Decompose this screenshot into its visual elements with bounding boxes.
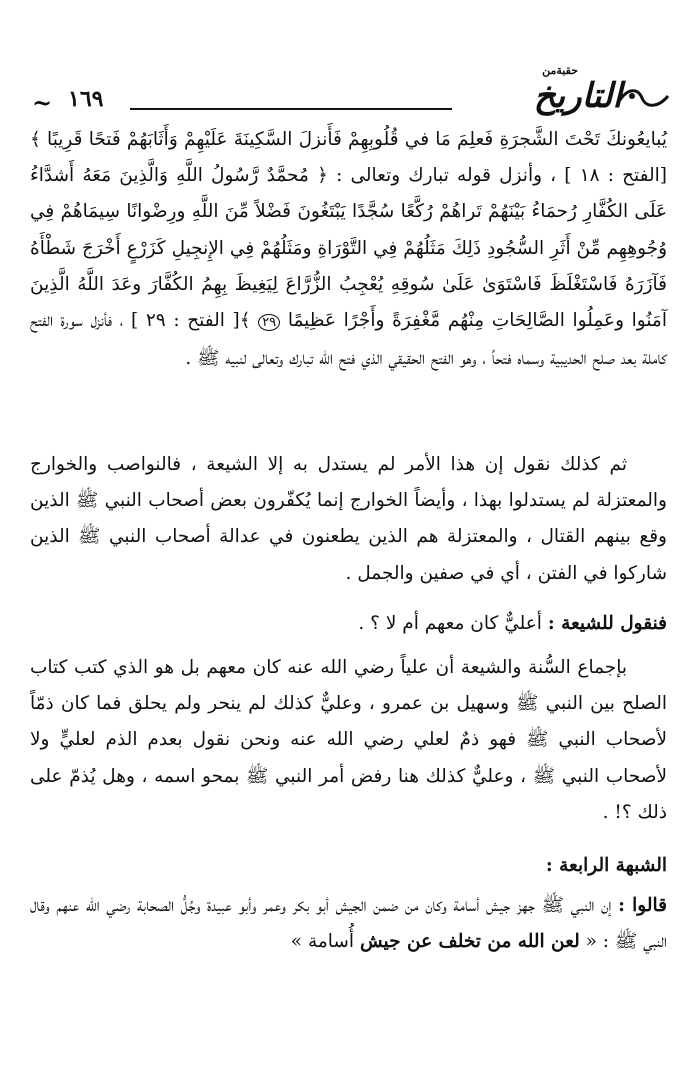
book-logo	[455, 62, 670, 118]
page-number: ١٦٩	[68, 86, 104, 112]
question-text: أعليٌّ كان معهم أم لا ؟ .	[358, 613, 542, 634]
paragraph-answer: بإجماع السُّنة والشيعة أن علياً رضي الله عنه كان معهم بل هو الذي كتب كتاب الصلح بين النبي ﷺ وسهيل بن عمرو ، وعليٌّ كذلك لم ينحر ولم يحلق فما كان ذمّاً لأصحاب النبي ﷺ فهو ذمٌ لعلي رضي الله عنه ونحن نقول بعدم الذم لعليٍّ ولا لأصحاب النبي ﷺ ، وعليٌّ كذلك هنا رفض أمر النبي ﷺ بمحو اسمه ، وهل يُذمّ على ذلك ؟! .	[30, 657, 667, 823]
verse-text: يُبايعُونكَ تَحْتَ الشَّجرَةِ فَعلِمَ مَا في قُلُوبِهِمْ فَأَنزلَ السَّكِينَةَ عَلَيْهِمْ وَأَثَابَهُمْ فَتحًا قَرِيبًا ﴾ [الفتح : ١٨ ] ، وأنزل قوله تبارك وتعالى : ﴿ مُحمَّدٌ رَّسُولُ اللَّهِ وَالَّذِينَ مَعَهُ أَشدَّاءُ عَلَى الكُفَّارِ رُحمَاءُ بَيْنَهُمْ تَراهُمْ رُكَّعًا سُجَّدًا يَبْتَغُونَ فَضْلاً مِّنَ اللَّهِ ورِضْوانًا سِيمَاهُمْ فِي وُجُوهِهِم مِّنْ أَثَرِ السُّجُودِ ذَلِكَ مَثَلُهُمْ فِي التَّوْرَاةِ ومَثَلُهُمْ فِي الإِنجِيلِ كَزَرْعٍ أَخْرَجَ شَطْأَهُ فَآزَرَهُ فَاسْتَغْلَظَ فَاسْتَوَىٰ عَلَىٰ سُوقِهِ يُعْجِبُ الزُّرَّاعَ لِيَغِيظَ بِهِمُ الكُفَّارَ وعَدَ اللَّهُ الَّذِينَ آمَنُوا وعَمِلُوا الصَّالِحَاتِ مِنْهُم مَّغْفِرَةً وأَجْرًا عَظِيمًا	[30, 129, 667, 332]
hadith-end: أُسامة »	[290, 931, 355, 953]
verse-reference: ﴾[ الفتح : ٢٩ ] ، فأنزل سورة الفتح كاملة بعد صلح الحديبية وسماه فتحاً ، وهو الفتح الحقيقي الذي فتح الله تبارك وتعالى لنبيه ﷺ .	[30, 310, 667, 370]
paragraph-question	[30, 606, 667, 642]
header-rule	[130, 108, 452, 110]
paragraph-fourth-doubt	[30, 888, 667, 960]
hadith-quote: لعن الله من تخلف عن جيش	[359, 931, 580, 953]
question-label: فنقول للشيعة :	[547, 613, 667, 634]
claim-text: إن النبي ﷺ جهز جيش أسامة وكان من ضمن الجيش أبو بكر وعمر وأبو عبيدة وجُلُّ الصحابة رضي الله عنهم وقال النبي ﷺ : «	[30, 895, 667, 953]
claim-label: قالوا :	[618, 895, 667, 916]
section-heading: الشبهة الرابعة :	[545, 855, 667, 876]
aya-number: ٢٩	[258, 314, 280, 331]
logo-title: التاريخ	[533, 76, 622, 116]
logo-swash-icon	[618, 86, 670, 112]
logo-superscript: حقبةمن	[542, 64, 578, 77]
page-header	[30, 62, 670, 118]
paragraph-quran-verse	[30, 122, 667, 377]
paragraph-shia-argument: ثم كذلك نقول إن هذا الأمر لم يستدل به إلا الشيعة ، فالنواصب والخوارج والمعتزلة لم يستدلوا بهذا ، وأيضاً الخوارج إنما يُكفّرون بعض أصحاب النبي ﷺ الذين وقع بينهم القتال ، والمعتزلة هم الذين يطعنون في عدالة أصحاب النبي ﷺ الذين شاركوا في الفتن ، أي في صفين والجمل .	[30, 454, 667, 584]
header-ornament: ~	[32, 88, 53, 117]
